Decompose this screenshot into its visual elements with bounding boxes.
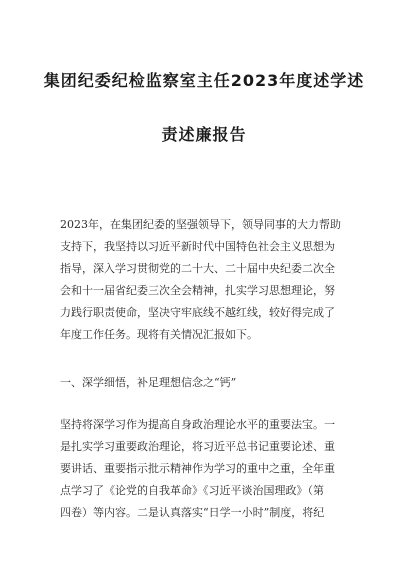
document-title-line-2: 责述廉报告 [161,125,247,144]
text-line: 四卷）等内容。二是认真落实“日学一小时”制度，将纪 [60,506,325,519]
text-line: 力践行职责使命，坚决守牢底线不越红线，较好得完成了 [60,306,335,319]
text-line: 点学习了《论党的自我革命》《习近平谈治国理政》（第 [60,484,324,497]
text-line: 2023年，在集团纪委的坚强领导下，领导同事的大力帮助 [60,218,341,231]
text-line: 要讲话、重要指示批示精神作为学习的重中之重，全年重 [60,462,335,475]
section-heading-1: 一、深学细悟，补足理想信念之“钙” [60,376,237,389]
document-title-line-1: 集团纪委纪检监察室主任2023年度述学述 [43,71,365,90]
text-line: 会和十一届省纪委三次全会精神，扎实学习思想理论，努 [60,284,335,297]
text-line: 年度工作任务。现将有关情况汇报如下。 [60,328,258,341]
text-line: 是扎实学习重要政治理论，将习近平总书记重要论述、重 [60,440,335,453]
text-line: 支持下，我坚持以习近平新时代中国特色社会主义思想为 [60,240,335,253]
text-line: 指导，深入学习贯彻党的二十大、二十届中央纪委二次全 [60,262,335,275]
text-line: 坚持将深学习作为提高自身政治理论水平的重要法宝。一 [60,418,335,431]
paragraph-intro [60,214,360,346]
paragraph-section-1 [60,414,360,524]
